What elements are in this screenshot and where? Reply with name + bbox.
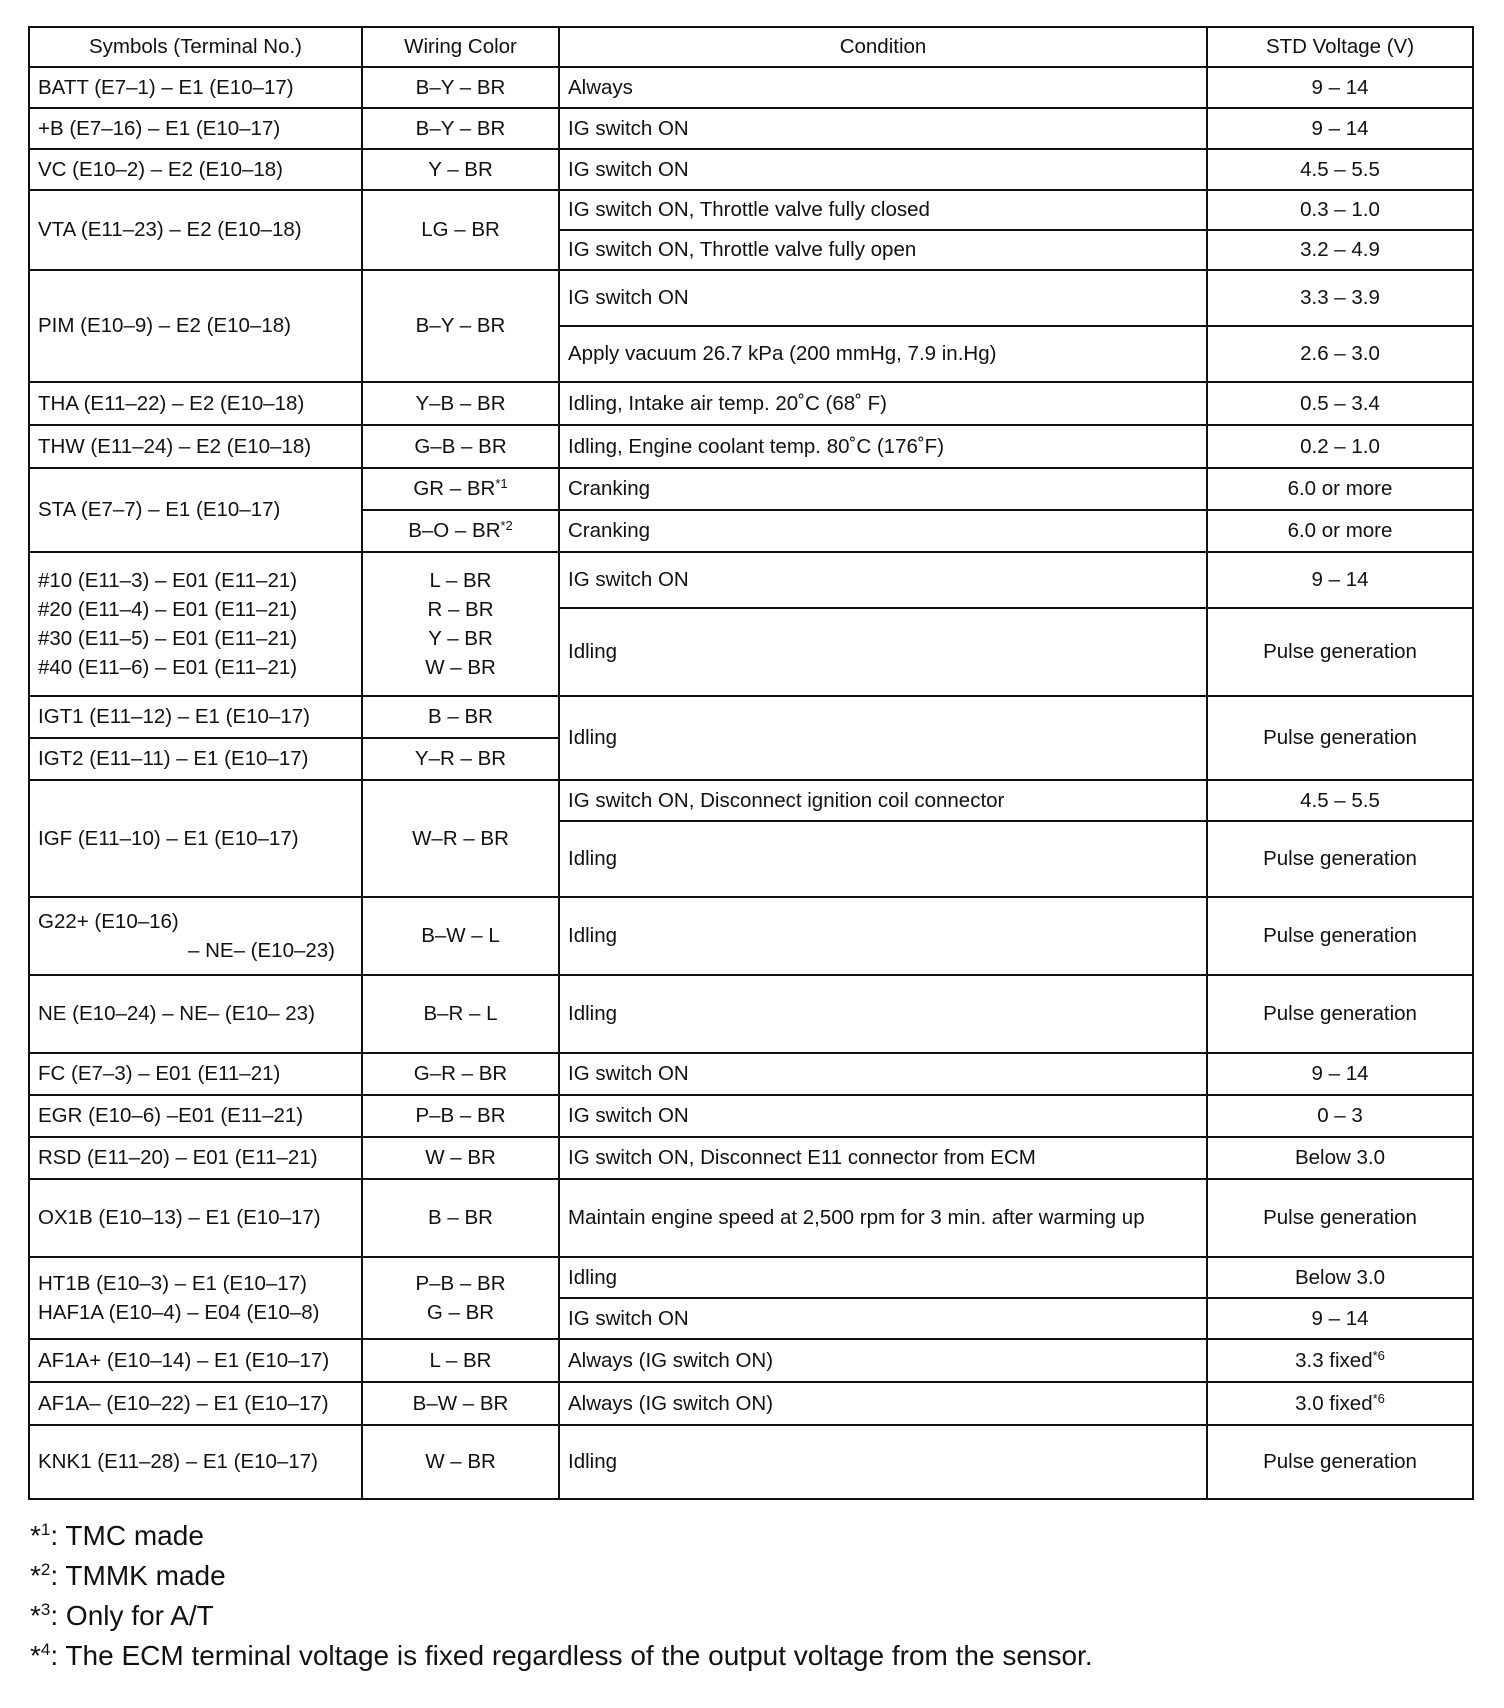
header-condition: Condition: [559, 27, 1207, 67]
condition-cell: Idling, Intake air temp. 20˚C (68˚ F): [559, 382, 1207, 425]
header-symbols: Symbols (Terminal No.): [29, 27, 362, 67]
symbol-cell: FC (E7–3) – E01 (E11–21): [29, 1053, 362, 1095]
voltage-cell: 0 – 3: [1207, 1095, 1473, 1137]
voltage-cell: 4.5 – 5.5: [1207, 780, 1473, 821]
wiring-cell: B–W – BR: [362, 1382, 559, 1425]
symbol-cell: OX1B (E10–13) – E1 (E10–17): [29, 1179, 362, 1257]
wiring-text: B–O – BR: [408, 519, 501, 543]
footnote-mark: *: [30, 1600, 41, 1631]
voltage-text: 3.0 fixed: [1295, 1391, 1373, 1415]
voltage-cell: Pulse generation: [1207, 897, 1473, 975]
symbol-cell: STA (E7–7) – E1 (E10–17): [29, 468, 362, 552]
table-row: [29, 1382, 1473, 1425]
wiring-cell: B–R – L: [362, 975, 559, 1053]
voltage-cell: 9 – 14: [1207, 1298, 1473, 1339]
wiring-line: L – BR: [429, 568, 492, 592]
table-row: [29, 1257, 1473, 1298]
footnote-ref: *6: [1372, 1390, 1385, 1406]
symbol-cell: THA (E11–22) – E2 (E10–18): [29, 382, 362, 425]
symbol-cell: [29, 552, 362, 696]
symbol-cell: KNK1 (E11–28) – E1 (E10–17): [29, 1425, 362, 1499]
table-row: [29, 108, 1473, 149]
symbol-line: HT1B (E10–3) – E1 (E10–17): [38, 1271, 307, 1295]
symbol-cell: NE (E10–24) – NE– (E10– 23): [29, 975, 362, 1053]
symbol-line: HAF1A (E10–4) – E04 (E10–8): [38, 1301, 320, 1324]
footnote-text: : Only for A/T: [50, 1600, 214, 1631]
wiring-cell: [362, 510, 559, 552]
footnote: [30, 1516, 1470, 1556]
symbol-cell: AF1A– (E10–22) – E1 (E10–17): [29, 1382, 362, 1425]
wiring-cell: B–Y – BR: [362, 67, 559, 108]
condition-cell: Idling: [559, 1257, 1207, 1298]
voltage-cell: Below 3.0: [1207, 1137, 1473, 1179]
wiring-cell: L – BR: [362, 1339, 559, 1382]
footnote: [30, 1636, 1470, 1676]
footnote-number: 3: [40, 1600, 51, 1619]
wiring-line: W – BR: [425, 656, 496, 680]
voltage-cell: Pulse generation: [1207, 1179, 1473, 1257]
condition-cell: Idling: [559, 696, 1207, 780]
table-row: [29, 975, 1473, 1053]
footnote-number: 2: [40, 1560, 51, 1579]
table-row: [29, 552, 1473, 608]
footnote-mark: *: [30, 1520, 41, 1551]
symbol-line: #40 (E11–6) – E01 (E11–21): [38, 656, 298, 680]
header-row: [29, 27, 1473, 67]
wiring-text: GR – BR: [413, 477, 496, 501]
symbol-cell: THW (E11–24) – E2 (E10–18): [29, 425, 362, 468]
symbol-cell: BATT (E7–1) – E1 (E10–17): [29, 67, 362, 108]
table-row: [29, 67, 1473, 108]
condition-cell: Always (IG switch ON): [559, 1382, 1207, 1425]
symbol-line: G22+ (E10–16): [38, 909, 179, 933]
table-row: [29, 696, 1473, 738]
condition-cell: IG switch ON, Throttle valve fully closed: [559, 190, 1207, 230]
voltage-cell: 2.6 – 3.0: [1207, 326, 1473, 382]
symbol-cell: [29, 1257, 362, 1339]
symbol-line: #20 (E11–4) – E01 (E11–21): [38, 597, 298, 621]
condition-cell: IG switch ON, Disconnect E11 connector from ECM: [559, 1137, 1207, 1179]
wiring-cell: W – BR: [362, 1137, 559, 1179]
footnote-number: 1: [40, 1520, 51, 1539]
footnote-mark: *: [30, 1560, 41, 1591]
wiring-cell: LG – BR: [362, 190, 559, 270]
condition-cell: Idling: [559, 821, 1207, 897]
condition-cell: IG switch ON: [559, 1298, 1207, 1339]
condition-cell: Idling: [559, 975, 1207, 1053]
table-row: [29, 190, 1473, 230]
condition-cell: Cranking: [559, 510, 1207, 552]
wiring-cell: W–R – BR: [362, 780, 559, 897]
symbol-line: – NE– (E10–23): [188, 939, 336, 962]
voltage-cell: 3.2 – 4.9: [1207, 230, 1473, 270]
wiring-cell: Y–B – BR: [362, 382, 559, 425]
table-row: [29, 270, 1473, 326]
condition-cell: Idling: [559, 897, 1207, 975]
table-row: [29, 1339, 1473, 1382]
symbol-cell: PIM (E10–9) – E2 (E10–18): [29, 270, 362, 382]
voltage-cell: 0.2 – 1.0: [1207, 425, 1473, 468]
table-row: [29, 1179, 1473, 1257]
voltage-cell: 0.3 – 1.0: [1207, 190, 1473, 230]
voltage-cell: 4.5 – 5.5: [1207, 149, 1473, 190]
symbol-cell: IGT2 (E11–11) – E1 (E10–17): [29, 738, 362, 780]
wiring-cell: [362, 1257, 559, 1339]
condition-cell: Cranking: [559, 468, 1207, 510]
wiring-cell: B – BR: [362, 1179, 559, 1257]
condition-cell: IG switch ON: [559, 108, 1207, 149]
symbol-cell: IGF (E11–10) – E1 (E10–17): [29, 780, 362, 897]
condition-cell: IG switch ON: [559, 1053, 1207, 1095]
table-row: [29, 382, 1473, 425]
table-row: [29, 425, 1473, 468]
wiring-cell: B–W – L: [362, 897, 559, 975]
voltage-cell: 3.3 – 3.9: [1207, 270, 1473, 326]
wiring-cell: B–Y – BR: [362, 270, 559, 382]
condition-cell: Apply vacuum 26.7 kPa (200 mmHg, 7.9 in.Hg): [559, 326, 1207, 382]
symbol-cell: [29, 897, 362, 975]
table-row: [29, 1425, 1473, 1499]
footnote: [30, 1596, 1470, 1636]
wiring-line: R – BR: [427, 597, 494, 621]
wiring-cell: Y – BR: [362, 149, 559, 190]
voltage-cell: Pulse generation: [1207, 1425, 1473, 1499]
header-std-voltage: STD Voltage (V): [1207, 27, 1473, 67]
footnote-ref: *6: [1372, 1347, 1385, 1363]
voltage-cell: 9 – 14: [1207, 1053, 1473, 1095]
wiring-cell: W – BR: [362, 1425, 559, 1499]
condition-cell: IG switch ON, Disconnect ignition coil connector: [559, 780, 1207, 821]
condition-cell: Idling: [559, 1425, 1207, 1499]
wiring-cell: [362, 468, 559, 510]
wiring-line: P–B – BR: [415, 1271, 506, 1295]
condition-cell: IG switch ON, Throttle valve fully open: [559, 230, 1207, 270]
symbol-cell: IGT1 (E11–12) – E1 (E10–17): [29, 696, 362, 738]
wiring-cell: G–R – BR: [362, 1053, 559, 1095]
wiring-cell: Y–R – BR: [362, 738, 559, 780]
table-row: [29, 1053, 1473, 1095]
condition-cell: Idling: [559, 608, 1207, 696]
voltage-cell: 6.0 or more: [1207, 510, 1473, 552]
table-row: [29, 1137, 1473, 1179]
wiring-cell: B – BR: [362, 696, 559, 738]
footnote-text: : The ECM terminal voltage is fixed regardless of the output voltage from the sensor.: [50, 1640, 1093, 1671]
footnote: [30, 1556, 1470, 1596]
footnote-ref: *1: [495, 476, 508, 492]
terminal-voltage-table: [28, 26, 1474, 1500]
condition-cell: IG switch ON: [559, 270, 1207, 326]
symbol-cell: VTA (E11–23) – E2 (E10–18): [29, 190, 362, 270]
table-row: [29, 780, 1473, 821]
condition-cell: Idling, Engine coolant temp. 80˚C (176˚F): [559, 425, 1207, 468]
symbol-line: #10 (E11–3) – E01 (E11–21): [38, 568, 298, 592]
voltage-cell: Pulse generation: [1207, 608, 1473, 696]
voltage-cell: Pulse generation: [1207, 696, 1473, 780]
voltage-cell: 0.5 – 3.4: [1207, 382, 1473, 425]
voltage-cell: [1207, 1382, 1473, 1425]
table-row: [29, 149, 1473, 190]
symbol-cell: +B (E7–16) – E1 (E10–17): [29, 108, 362, 149]
wiring-line: G – BR: [426, 1301, 495, 1324]
symbol-cell: VC (E10–2) – E2 (E10–18): [29, 149, 362, 190]
wiring-cell: G–B – BR: [362, 425, 559, 468]
table-row: [29, 468, 1473, 510]
wiring-cell: B–Y – BR: [362, 108, 559, 149]
footnote-number: 4: [40, 1640, 51, 1659]
symbol-cell: RSD (E11–20) – E01 (E11–21): [29, 1137, 362, 1179]
voltage-cell: [1207, 1339, 1473, 1382]
symbol-cell: EGR (E10–6) –E01 (E11–21): [29, 1095, 362, 1137]
voltage-cell: Pulse generation: [1207, 821, 1473, 897]
wiring-cell: P–B – BR: [362, 1095, 559, 1137]
voltage-text: 3.3 fixed: [1295, 1348, 1373, 1372]
condition-cell: Always: [559, 67, 1207, 108]
condition-cell: Maintain engine speed at 2,500 rpm for 3 min. after warming up: [559, 1179, 1207, 1257]
condition-cell: IG switch ON: [559, 149, 1207, 190]
condition-cell: IG switch ON: [559, 1095, 1207, 1137]
wiring-line: Y – BR: [428, 627, 493, 650]
footnote-text: : TMMK made: [50, 1560, 226, 1591]
voltage-cell: 9 – 14: [1207, 108, 1473, 149]
wiring-cell: [362, 552, 559, 696]
voltage-cell: Below 3.0: [1207, 1257, 1473, 1298]
symbol-cell: AF1A+ (E10–14) – E1 (E10–17): [29, 1339, 362, 1382]
symbol-line: #30 (E11–5) – E01 (E11–21): [38, 627, 298, 650]
footnote-ref: *2: [500, 518, 513, 534]
footnote-text: : TMC made: [50, 1520, 204, 1551]
header-wiring-color: Wiring Color: [362, 27, 559, 67]
voltage-cell: 9 – 14: [1207, 552, 1473, 608]
footnote-mark: *: [30, 1640, 41, 1671]
table-row: [29, 1095, 1473, 1137]
voltage-cell: Pulse generation: [1207, 975, 1473, 1053]
footnotes: [30, 1516, 1470, 1676]
voltage-cell: 6.0 or more: [1207, 468, 1473, 510]
condition-cell: Always (IG switch ON): [559, 1339, 1207, 1382]
voltage-cell: 9 – 14: [1207, 67, 1473, 108]
condition-cell: IG switch ON: [559, 552, 1207, 608]
table-row: [29, 897, 1473, 975]
